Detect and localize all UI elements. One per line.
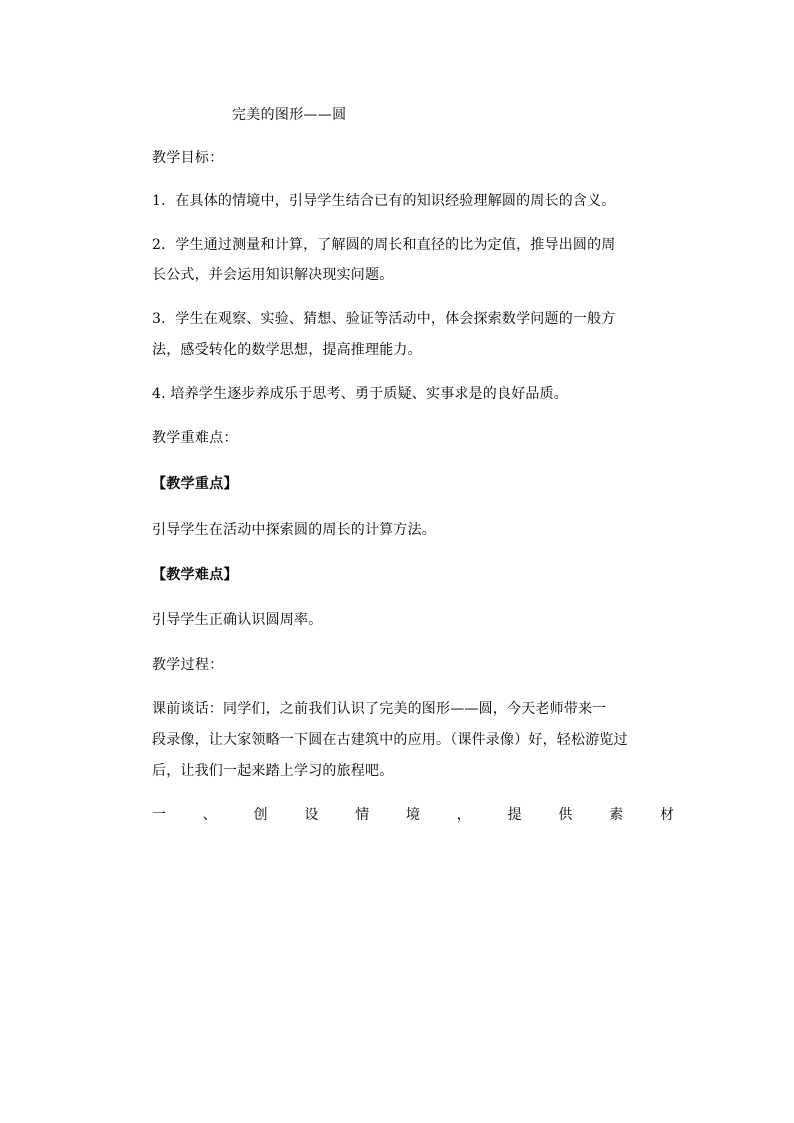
section-1-char: 、 (202, 807, 217, 823)
objective-2-line-2: 长公式，并会运用知识解决现实问题。 (152, 267, 394, 283)
objective-3-line-1: 3．学生在观察、实验、猜想、验证等活动中，体会探索数学问题的一般方 (152, 311, 616, 327)
section-1-char: ， (456, 807, 471, 823)
section-1-char: 供 (558, 807, 573, 823)
objective-2-line-1: 2．学生通过测量和计算，了解圆的周长和直径的比为定值，推导出圆的周 (152, 237, 616, 253)
section-1-heading (152, 805, 674, 825)
section-1-char: 提 (507, 807, 522, 823)
section-1-char: 一 (152, 807, 166, 823)
objective-4: 4. 培养学生逐步养成乐于思考、勇于质疑、实事求是的良好品质。 (152, 386, 569, 402)
section-1-char: 情 (355, 807, 370, 823)
difficulty-label: 【教学难点】 (152, 567, 238, 583)
key-points-heading: 教学重难点： (152, 430, 238, 446)
section-1-char: 创 (253, 807, 268, 823)
section-1-char: 设 (304, 807, 319, 823)
intro-line-2: 段录像，让大家领略一下圆在古建筑中的应用。（课件录像）好，轻松游览过 (152, 732, 628, 748)
objective-3-line-2: 法，感受转化的数学思想，提高推理能力。 (152, 342, 422, 358)
intro-line-3: 后，让我们一起来踏上学习的旅程吧。 (152, 763, 394, 779)
intro-line-1: 课前谈话：同学们，之前我们认识了完美的图形——圆，今天老师带来一 (152, 701, 607, 717)
objectives-heading: 教学目标： (152, 150, 224, 166)
section-1-char: 素 (609, 807, 624, 823)
focus-text: 引导学生在活动中探索圆的周长的计算方法。 (152, 522, 436, 538)
focus-label: 【教学重点】 (152, 476, 238, 492)
objective-1: 1．在具体的情境中，引导学生结合已有的知识经验理解圆的周长的含义。 (152, 193, 616, 209)
section-1-char: 材 (659, 807, 674, 823)
process-heading: 教学过程： (152, 657, 224, 673)
difficulty-text: 引导学生正确认识圆周率。 (152, 612, 323, 628)
page-title: 完美的图形——圆 (232, 107, 347, 123)
section-1-char: 境 (405, 807, 420, 823)
